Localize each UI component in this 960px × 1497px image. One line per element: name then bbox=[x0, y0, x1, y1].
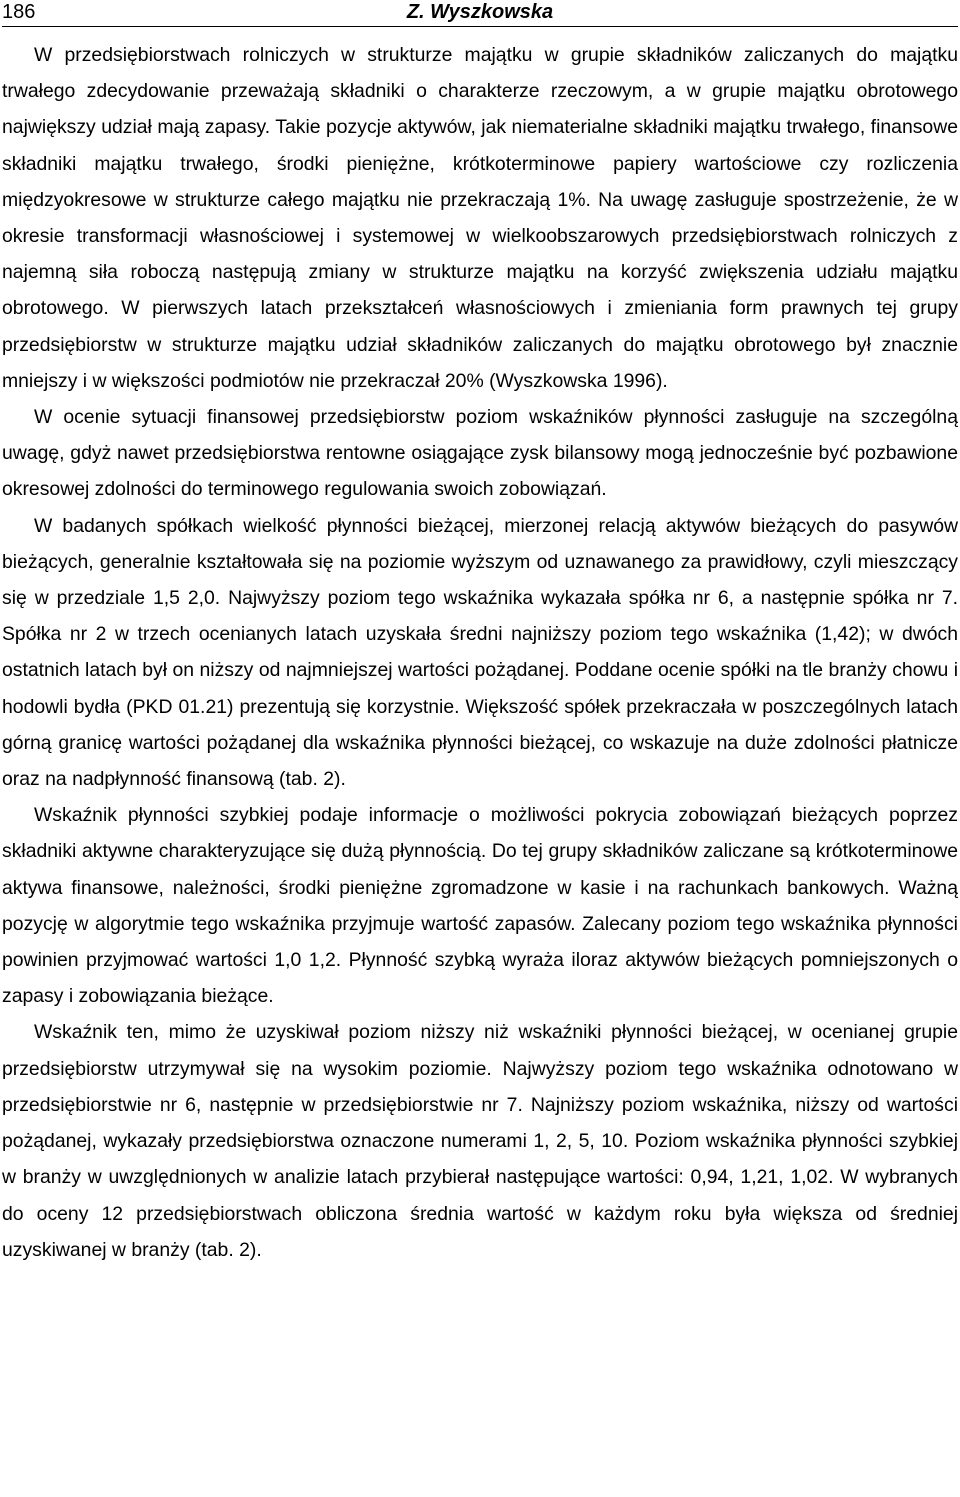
paragraph-quick-liquidity-definition: Wskaźnik płynności szybkiej podaje informacje o możliwości pokrycia zobowiązań bieżących poprzez składniki aktywne charakteryzujące się dużą płynnością. Do tej grupy składników zaliczane są krótkoterminowe aktywa finansowe, należności, środki pieniężne zgromadzone w kasie i na rachunkach bankowych. Ważną pozycję w algorytmie tego wskaźnika przyjmuje wartość zapasów. Zalecany poziom tego wskaźnika płynności powinien przyjmować wartości 1,0 1,2. Płynność szybką wyraża iloraz aktywów bieżących pomniejszonych o zapasy i zobowiązania bieżące. bbox=[2, 804, 958, 1008]
page-header bbox=[2, 0, 958, 27]
page-number: 186 bbox=[2, 1, 36, 23]
paragraph-asset-structure: W przedsiębiorstwach rolniczych w strukturze majątku w grupie składników zaliczanych do majątku trwałego zdecydowanie przeważają składniki o charakterze rzeczowym, a w grupie majątku obrotowego największy udział mają zapasy. Takie pozycje aktywów, jak niematerialne składniki majątku trwałego, finansowe składniki majątku trwałego, środki pieniężne, krótkoterminowe papiery wartościowe czy rozliczenia międzyokresowe w strukturze całego majątku nie przekraczają 1%. Na uwagę zasługuje spostrzeżenie, że w okresie transformacji własnościowej i systemowej w wielkoobszarowych przedsiębiorstwach rolniczych z najemną siła roboczą następują zmiany w strukturze majątku na korzyść zwiększenia udziału majątku obrotowego. W pierwszych latach przekształceń własnościowych i zmieniania form prawnych tej grupy przedsiębiorstw w strukturze majątku udział składników zaliczanych do majątku obrotowego był znacznie mniejszy i w większości podmiotów nie przekraczał 20% (Wyszkowska 1996). bbox=[2, 44, 958, 392]
body-text bbox=[2, 37, 958, 1268]
paragraph-liquidity-importance: W ocenie sytuacji finansowej przedsiębiorstw poziom wskaźników płynności zasługuje na szczególną uwagę, gdyż nawet przedsiębiorstwa rentowne osiągające zysk bilansowy mogą jednocześnie być pozbawione okresowej zdolności do terminowego regulowania swoich zobowiązań. bbox=[2, 406, 958, 501]
paragraph-quick-liquidity-results: Wskaźnik ten, mimo że uzyskiwał poziom niższy niż wskaźniki płynności bieżącej, w ocenianej grupie przedsiębiorstw utrzymywał się na wysokim poziomie. Najwyższy poziom tego wskaźnika odnotowano w przedsiębiorstwie nr 6, następnie w przedsiębiorstwie nr 7. Najniższy poziom wskaźnika, niższy od wartości pożądanej, wykazały przedsiębiorstwa oznaczone numerami 1, 2, 5, 10. Poziom wskaźnika płynności szybkiej w branży w uwzględnionych w analizie latach przybierał następujące wartości: 0,94, 1,21, 1,02. W wybranych do oceny 12 przedsiębiorstwach obliczona średnia wartość w każdym roku była większa od średniej uzyskiwanej w branży (tab. 2). bbox=[2, 1021, 958, 1261]
paragraph-current-liquidity: W badanych spółkach wielkość płynności bieżącej, mierzonej relacją aktywów bieżących do pasywów bieżących, generalnie kształtowała się na poziomie wyższym od uznawanego za prawidłowy, czyli mieszczący się w przedziale 1,5 2,0. Najwyższy poziom tego wskaźnika wykazała spółka nr 6, a następnie spółka nr 7. Spółka nr 2 w trzech ocenianych latach uzyskała średni najniższy poziom tego wskaźnika (1,42); w dwóch ostatnich latach był on niższy od najmniejszej wartości pożądanej. Poddane ocenie spółki na tle branży chowu i hodowli bydła (PKD 01.21) prezentują się korzystnie. Większość spółek przekraczała w poszczególnych latach górną granicę wartości pożądanej dla wskaźnika płynności bieżącej, co wskazuje na duże zdolności płatnicze oraz na nadpłynność finansową (tab. 2). bbox=[2, 514, 958, 791]
running-head-author: Z. Wyszkowska bbox=[406, 1, 554, 23]
